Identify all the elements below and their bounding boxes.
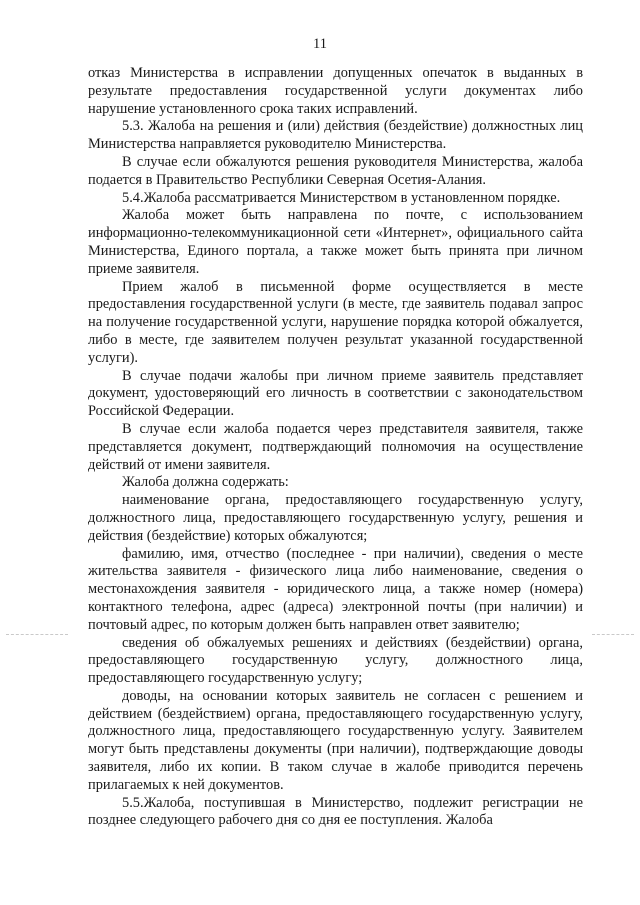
paragraph-refusal-corrections: отказ Министерства в исправлении допущенных опечаток в выданных в результате предоставления государственной услуги документах либо нарушение установленного срока таких исправлений. <box>88 65 583 117</box>
page-number: 11 <box>313 36 327 52</box>
paragraph-written-form: Прием жалоб в письменной форме осуществляется в месте предоставления государственной услуги (в месте, где заявитель подавал запрос на получение государственной услуги, нарушение порядка которой обжалуется, либо в месте, где заявителем получен результат указанной государственной услуги). <box>88 278 583 366</box>
paragraph-complaint-contents-heading: Жалоба должна содержать: <box>122 474 289 491</box>
paragraph-5-4: 5.4.Жалоба рассматривается Министерством в установленном порядке. <box>122 189 561 206</box>
paragraph-representative: В случае если жалоба подается через представителя заявителя, также представляется документ, подтверждающий полномочия на осуществление действий от имени заявителя. <box>88 420 583 473</box>
paragraph-authority-name: наименование органа, предоставляющего государственную услугу, должностного лица, предоставляющего государственную услугу, решения и действия (бездействие) которых обжалуются; <box>88 492 583 544</box>
document-body <box>88 65 583 830</box>
paragraph-government-complaint: В случае если обжалуются решения руководителя Министерства, жалоба подается в Правительство Республики Северная Осетия-Алания. <box>88 153 583 188</box>
paragraph-appealed-decisions: сведения об обжалуемых решениях и действиях (бездействии) органа, предоставляющего государственную услугу, должностного лица, предоставляющего государственную услугу; <box>88 634 583 687</box>
scan-artifact-line-right <box>592 634 634 635</box>
paragraph-submission-channels: Жалоба может быть направлена по почте, с использованием информационно-телекоммуникационной сети «Интернет», официального сайта Министерства, Единого портала, а также может быть принята при личном приеме заявителя. <box>88 207 583 277</box>
paragraph-5-5: 5.5.Жалоба, поступившая в Министерство, подлежит регистрации не позднее следующего рабочего дня со дня ее поступления. Жалоба <box>88 794 583 829</box>
paragraph-applicant-details: фамилию, имя, отчество (последнее - при наличии), сведения о месте жительства заявителя - физического лица либо наименование, сведения о местонахождения заявителя - юридического лица, а также номер (номера) контактного телефона, адрес (адреса) электронной почты (при наличии) и почтовый адрес, по которым должен быть направлен ответ заявителю; <box>88 545 583 633</box>
scan-artifact-line-left <box>6 634 68 635</box>
paragraph-5-3: 5.3. Жалоба на решения и (или) действия (бездействие) должностных лиц Министерства направляется руководителю Министерства. <box>88 118 583 153</box>
paragraph-personal-reception: В случае подачи жалобы при личном приеме заявитель представляет документ, удостоверяющий его личность в соответствии с законодательством Российской Федерации. <box>88 367 583 420</box>
paragraph-arguments: доводы, на основании которых заявитель не согласен с решением и действием (бездействием) органа, предоставляющего государственную услугу, должностного лица, предоставляющего государственную услугу. Заявителем могут быть представлены документы (при наличии), подтверждающие доводы заявителя, либо их копии. В таком случае в жалобе приводится перечень прилагаемых к ней документов. <box>88 687 583 793</box>
